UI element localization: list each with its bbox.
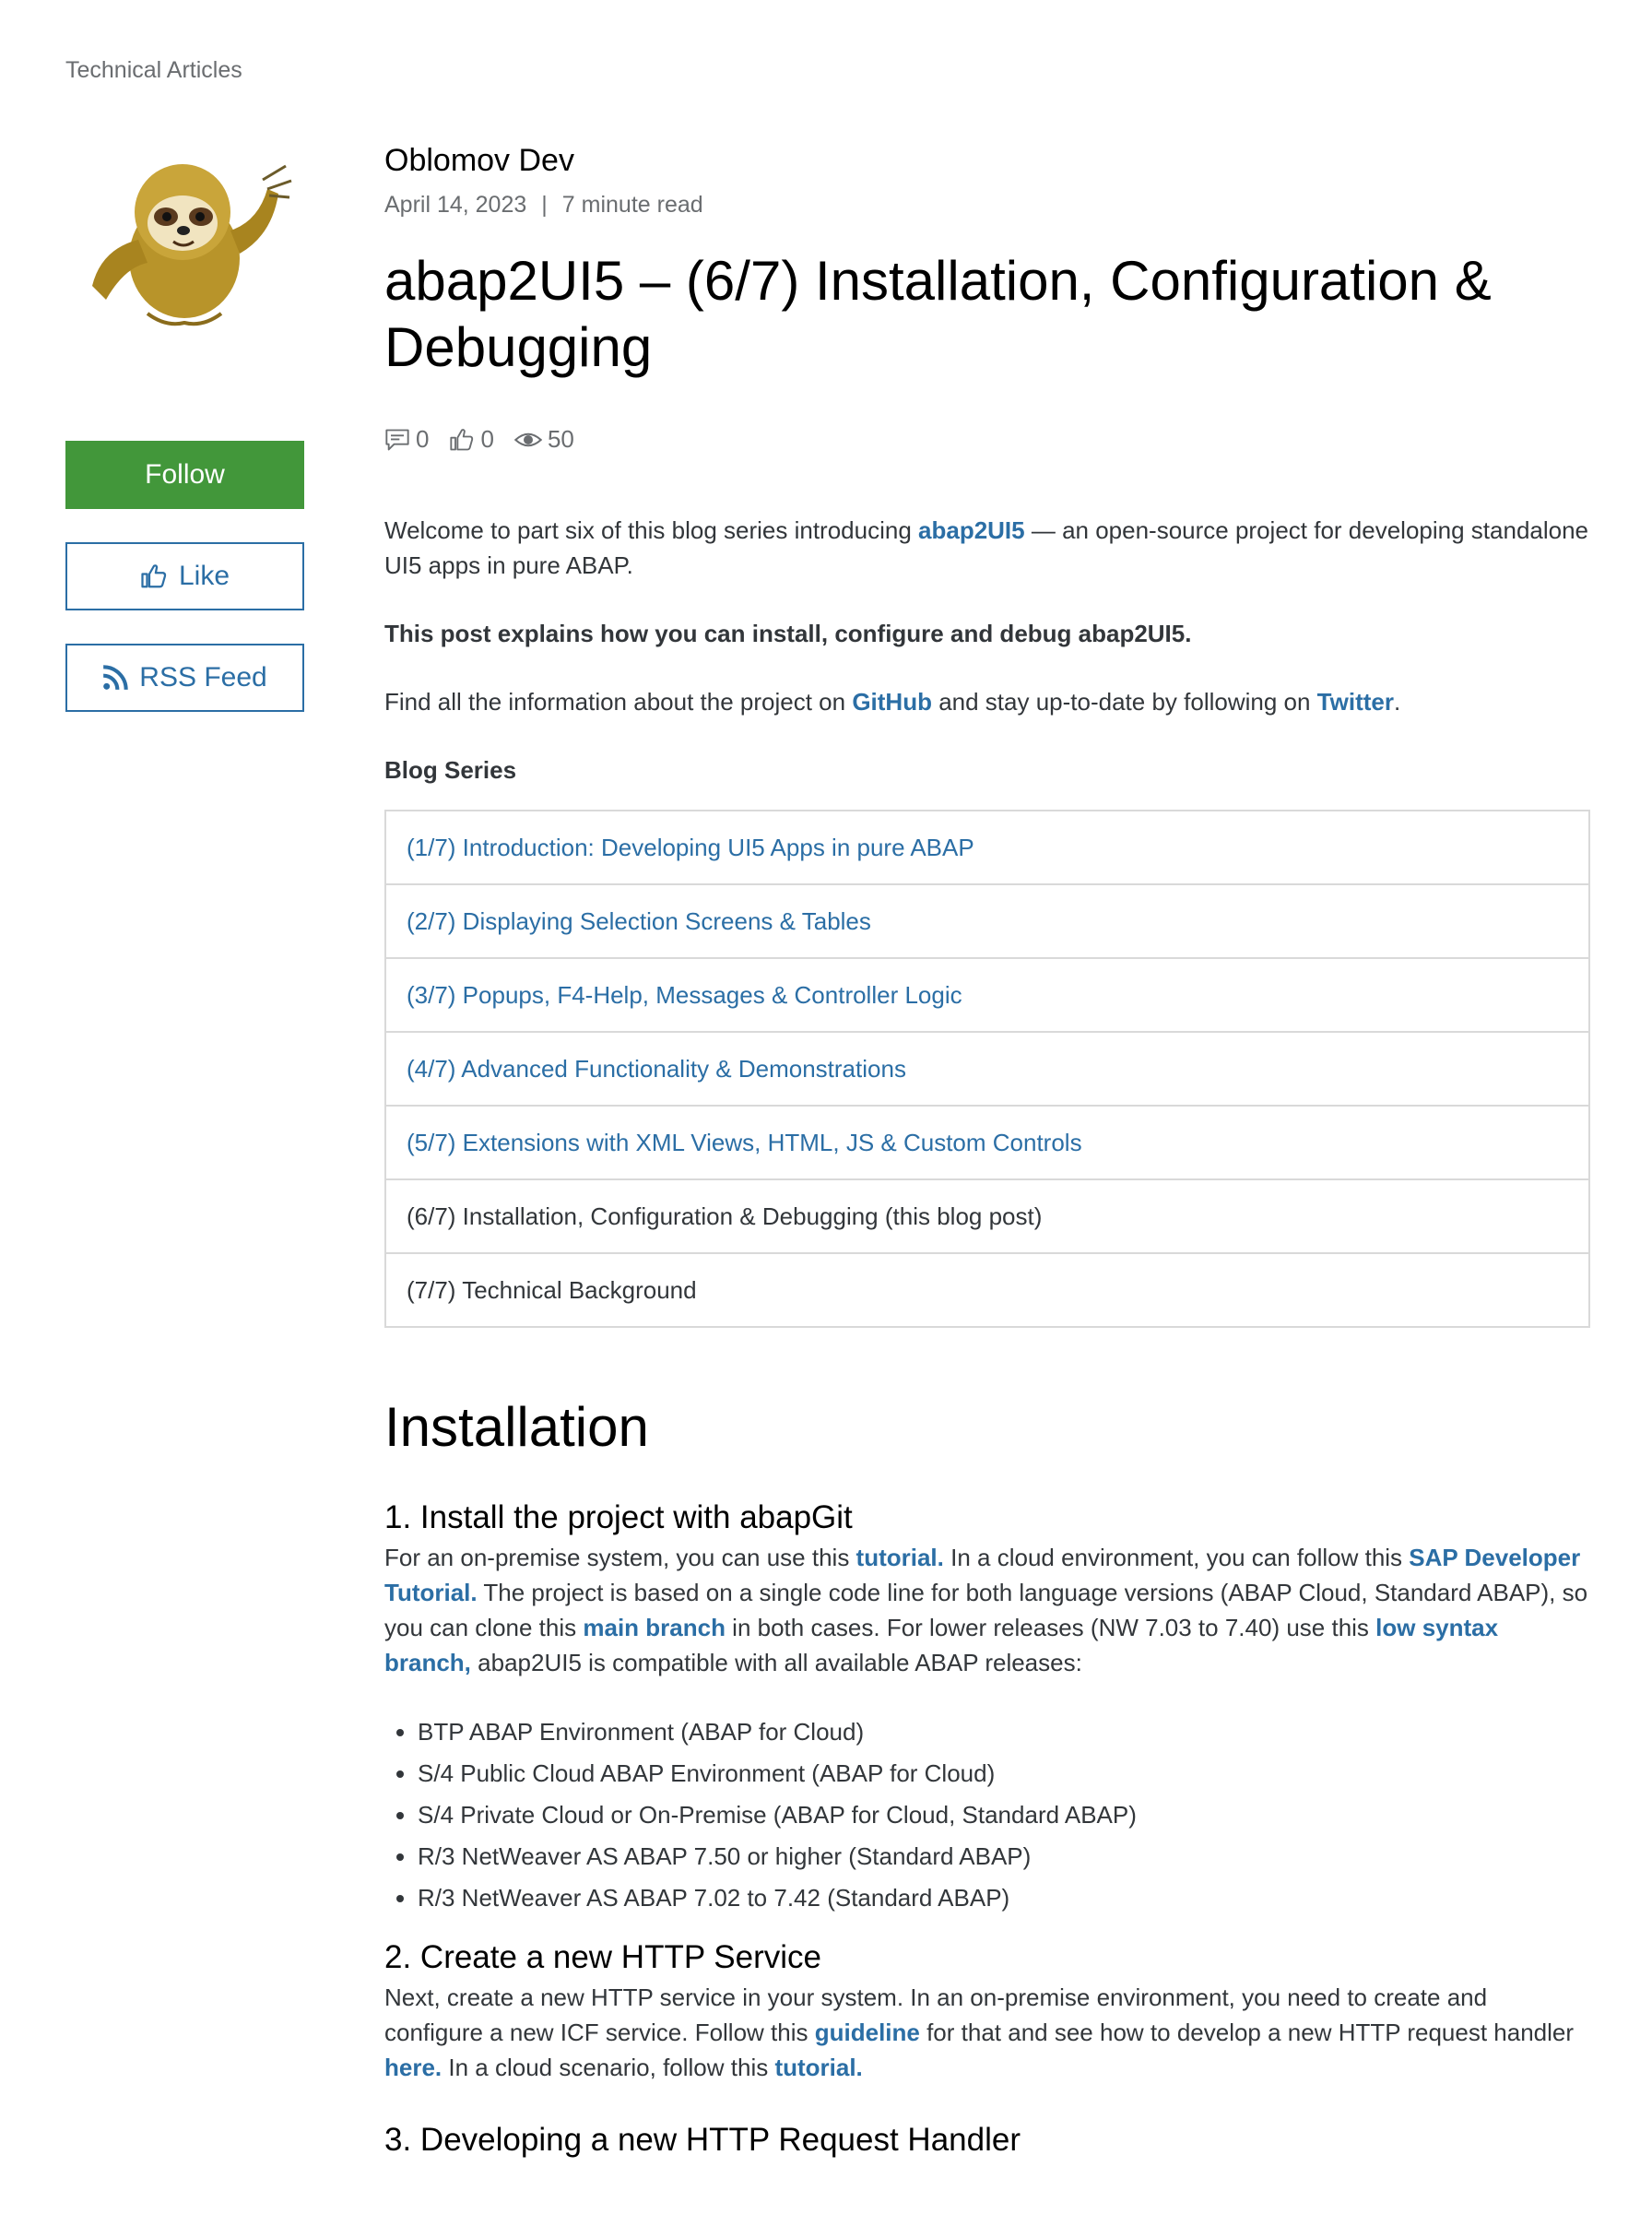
blog-series-heading: Blog Series xyxy=(384,756,517,784)
table-row xyxy=(385,1179,1589,1253)
views-stat xyxy=(514,425,574,454)
table-row xyxy=(385,811,1589,884)
comments-stat[interactable] xyxy=(384,425,429,454)
step1-text: For an on-premise system, you can use this xyxy=(384,1544,856,1571)
abap2ui5-link[interactable]: abap2UI5 xyxy=(918,516,1025,544)
intro-text: Welcome to part six of this blog series introducing xyxy=(384,516,919,544)
step1-text: abap2UI5 is compatible with all available ABAP releases: xyxy=(470,1649,1082,1676)
table-row xyxy=(385,958,1589,1032)
summary-paragraph: This post explains how you can install, configure and debug abap2UI5. xyxy=(384,620,1192,647)
comments-count: 0 xyxy=(416,425,430,453)
post-stats xyxy=(384,425,1590,454)
likes-stat[interactable] xyxy=(449,425,493,454)
rss-label: RSS Feed xyxy=(139,662,267,693)
read-time: 7 minute read xyxy=(561,192,703,218)
rss-feed-button[interactable] xyxy=(65,644,304,712)
here-link[interactable]: here. xyxy=(384,2054,442,2081)
sap-developer-tutorial-link[interactable]: SAP Developer Tutorial. xyxy=(384,1544,1581,1606)
list-item: • BTP ABAP Environment (ABAP for Cloud) xyxy=(418,1711,1590,1753)
step2-paragraph xyxy=(384,1980,1590,2085)
list-item: • R/3 NetWeaver AS ABAP 7.02 to 7.42 (Standard ABAP) xyxy=(418,1877,1590,1919)
list-item: • S/4 Public Cloud ABAP Environment (ABAP for Cloud) xyxy=(418,1753,1590,1794)
series-link-5[interactable]: (5/7) Extensions with XML Views, HTML, JS & Custom Controls xyxy=(385,1106,1589,1179)
series-link-2[interactable]: (2/7) Displaying Selection Screens & Tables xyxy=(385,884,1589,958)
step1-heading: 1. Install the project with abapGit xyxy=(384,1499,853,1535)
intro-text-end: — an open-source project for developing standalone UI5 apps in pure ABAP. xyxy=(384,516,1589,579)
step2-text: Next, create a new HTTP service in your system. In an on-premise environment, you need to create and configure a new ICF service. Follow this xyxy=(384,1983,1488,2046)
rss-icon xyxy=(102,665,128,691)
releases-list xyxy=(384,1711,1590,1919)
step3-heading: 3. Developing a new HTTP Request Handler xyxy=(384,2122,1021,2158)
table-row xyxy=(385,1253,1589,1327)
installation-heading: Installation xyxy=(384,1396,649,1458)
intro-paragraph xyxy=(384,513,1590,583)
comment-icon xyxy=(384,427,410,453)
guideline-link[interactable]: guideline xyxy=(814,2019,920,2046)
page-title: abap2UI5 – (6/7) Installation, Configuration & Debugging xyxy=(384,250,1492,378)
twitter-link[interactable]: Twitter xyxy=(1316,688,1394,716)
blog-series-table xyxy=(384,810,1590,1328)
cloud-tutorial-link[interactable]: tutorial. xyxy=(774,2054,863,2081)
post-date: April 14, 2023 xyxy=(384,192,527,218)
table-row xyxy=(385,884,1589,958)
step2-text: for that and see how to develop a new HTTP request handler xyxy=(919,2019,1575,2046)
category-label: Technical Articles xyxy=(65,57,242,83)
likes-count: 0 xyxy=(480,425,494,453)
follow-label: Follow xyxy=(145,459,225,490)
project-info-paragraph xyxy=(384,684,1590,719)
table-row xyxy=(385,1106,1589,1179)
step2-heading: 2. Create a new HTTP Service xyxy=(384,1939,821,1975)
meta-separator: | xyxy=(541,192,548,218)
step1-paragraph xyxy=(384,1540,1590,1680)
post-meta xyxy=(384,192,1590,219)
list-item: • S/4 Private Cloud or On-Premise (ABAP for Cloud, Standard ABAP) xyxy=(418,1794,1590,1836)
series-item-6: (6/7) Installation, Configuration & Debugging (this blog post) xyxy=(385,1179,1589,1253)
list-item: • R/3 NetWeaver AS ABAP 7.50 or higher (Standard ABAP) xyxy=(418,1836,1590,1877)
low-syntax-branch-link[interactable]: low syntax branch, xyxy=(384,1614,1499,1676)
step1-text: In a cloud environment, you can follow this xyxy=(943,1544,1410,1571)
main-branch-link[interactable]: main branch xyxy=(583,1614,726,1641)
find-text-end: . xyxy=(1393,688,1401,716)
author-avatar[interactable] xyxy=(74,138,295,332)
thumbs-up-icon xyxy=(449,427,475,453)
find-text-middle: and stay up-to-date by following on xyxy=(931,688,1317,716)
step2-text: In a cloud scenario, follow this xyxy=(442,2054,775,2081)
table-row xyxy=(385,1032,1589,1106)
like-label: Like xyxy=(178,561,230,591)
series-link-4[interactable]: (4/7) Advanced Functionality & Demonstrations xyxy=(385,1032,1589,1106)
thumbs-up-icon xyxy=(140,562,168,590)
views-count: 50 xyxy=(547,425,574,453)
step1-text: The project is based on a single code line for both language versions (ABAP Cloud, Standard ABAP), so you can clone this xyxy=(384,1579,1588,1641)
series-link-3[interactable]: (3/7) Popups, F4-Help, Messages & Controller Logic xyxy=(385,958,1589,1032)
like-button[interactable] xyxy=(65,542,304,610)
github-link[interactable]: GitHub xyxy=(852,688,932,716)
follow-button[interactable] xyxy=(65,441,304,509)
series-item-7: (7/7) Technical Background xyxy=(385,1253,1589,1327)
series-link-1[interactable]: (1/7) Introduction: Developing UI5 Apps in pure ABAP xyxy=(385,811,1589,884)
tutorial-link[interactable]: tutorial. xyxy=(856,1544,944,1571)
author-name[interactable]: Oblomov Dev xyxy=(384,143,574,178)
step1-text: in both cases. For lower releases (NW 7.03 to 7.40) use this xyxy=(725,1614,1376,1641)
article xyxy=(384,138,1590,2162)
eye-icon xyxy=(514,426,542,454)
find-text: Find all the information about the project on xyxy=(384,688,853,716)
